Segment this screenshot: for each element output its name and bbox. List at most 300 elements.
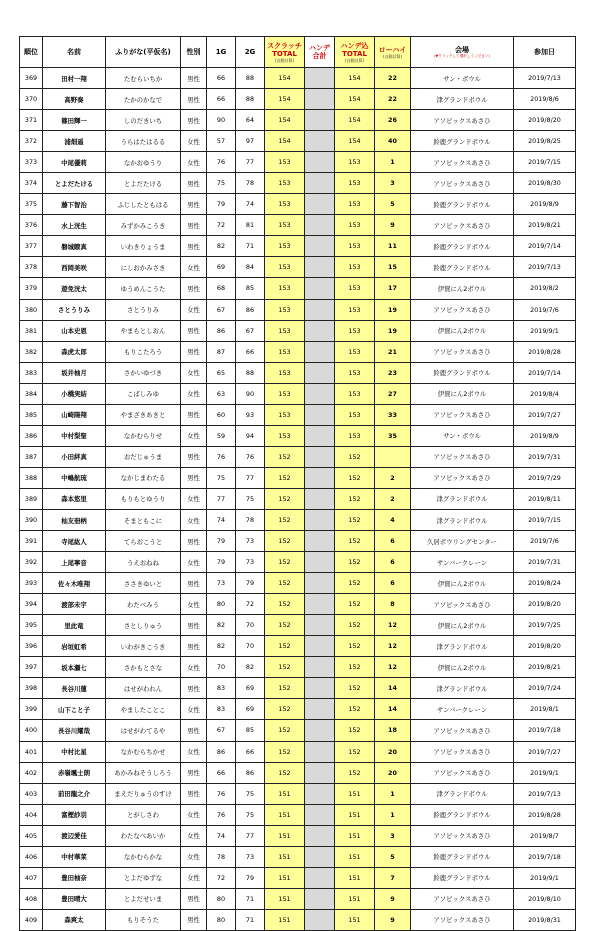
date-cell[interactable]: 2019/7/18 [514,720,576,741]
game2-score: 70 [236,615,265,636]
rank-cell: 383 [20,362,43,383]
kana-cell: あかみねそうしろう [106,762,181,783]
handicap-cell[interactable] [305,425,335,446]
game2-score: 79 [236,867,265,888]
date-cell[interactable]: 2019/8/20 [514,110,576,131]
rank-cell: 372 [20,131,43,152]
handicap-cell[interactable] [305,531,335,552]
handicap-cell[interactable] [305,888,335,909]
table-row [20,383,576,404]
handicap-cell[interactable] [305,488,335,509]
rank-cell: 392 [20,552,43,573]
venue-select[interactable]: 伊賀にん2ボウル [411,383,514,404]
lowhigh-cell: 5 [375,846,411,867]
rank-cell: 385 [20,404,43,425]
game2-score: 78 [236,173,265,194]
handicap-cell[interactable] [305,846,335,867]
gender-cell: 男性 [181,446,207,467]
handicap-cell[interactable] [305,867,335,888]
handicap-cell[interactable] [305,320,335,341]
date-cell[interactable]: 2019/9/1 [514,762,576,783]
table-row [20,783,576,804]
handicap-cell[interactable] [305,173,335,194]
date-cell[interactable]: 2019/8/24 [514,573,576,594]
kana-cell: そまともこに [106,509,181,530]
game1-score: 72 [207,215,236,236]
gender-cell: 女性 [181,488,207,509]
name-cell: 前田龍之介 [43,783,106,804]
handicap-cell[interactable] [305,573,335,594]
venue-select[interactable]: アソビックスあさひ [411,888,514,909]
table-row [20,573,576,594]
table-row [20,762,576,783]
handicap-line2: 合計 [312,52,327,60]
handicap-cell[interactable] [305,257,335,278]
scratch-total: 153 [265,404,305,425]
handi-total: 153 [335,278,375,299]
game1-score: 76 [207,446,236,467]
handicap-cell[interactable] [305,594,335,615]
scratch-total: 151 [265,783,305,804]
table-row [20,320,576,341]
handicap-cell[interactable] [305,194,335,215]
game2-score: 77 [236,152,265,173]
venue-select[interactable]: アソビックスあさひ [411,215,514,236]
handicap-cell[interactable] [305,404,335,425]
lowhigh-cell: 20 [375,741,411,762]
venue-select[interactable]: アソビックスあさひ [411,173,514,194]
scratch-total: 151 [265,909,305,930]
game1-score: 80 [207,594,236,615]
venue-select[interactable]: アソビックスあさひ [411,341,514,362]
date-cell[interactable]: 2019/9/1 [514,867,576,888]
lowhigh-cell: 1 [375,804,411,825]
rank-cell: 369 [20,68,43,89]
kana-cell: たかのかなで [106,89,181,110]
venue-select[interactable]: 鈴鹿グランドボウル [411,194,514,215]
date-cell[interactable]: 2019/8/1 [514,699,576,720]
gender-cell: 女性 [181,257,207,278]
kana-cell: はせがわれん [106,678,181,699]
rank-cell: 401 [20,741,43,762]
venue-select[interactable]: アソビックスあさひ [411,741,514,762]
name-cell: 中村比星 [43,741,106,762]
lowhigh-cell: 19 [375,320,411,341]
date-cell[interactable]: 2019/7/31 [514,446,576,467]
venue-select[interactable]: 伊賀にん2ボウル [411,573,514,594]
date-cell[interactable]: 2019/7/14 [514,362,576,383]
date-cell[interactable]: 2019/7/15 [514,152,576,173]
handicap-line1: ハンデ [309,44,330,52]
handicap-cell[interactable] [305,467,335,488]
venue-select[interactable]: アソビックスあさひ [411,404,514,425]
game2-score: 78 [236,509,265,530]
date-cell[interactable]: 2019/7/25 [514,615,576,636]
handicap-cell[interactable] [305,552,335,573]
handicap-cell[interactable] [305,341,335,362]
handicap-cell[interactable] [305,131,335,152]
game1-score: 82 [207,236,236,257]
gender-cell: 男性 [181,341,207,362]
handicap-cell[interactable] [305,657,335,678]
game2-score: 88 [236,89,265,110]
date-cell[interactable]: 2019/8/31 [514,909,576,930]
table-row [20,741,576,762]
venue-select[interactable]: 津グランドボウル [411,488,514,509]
game2-score: 69 [236,699,265,720]
gender-cell: 男性 [181,615,207,636]
handicap-cell[interactable] [305,299,335,320]
rank-cell: 396 [20,636,43,657]
handi-total: 154 [335,131,375,152]
scratch-total: 152 [265,762,305,783]
game1-score: 78 [207,846,236,867]
date-cell[interactable]: 2019/8/21 [514,215,576,236]
handicap-cell[interactable] [305,699,335,720]
gender-cell: 男性 [181,636,207,657]
rank-cell: 386 [20,425,43,446]
gender-cell: 女性 [181,594,207,615]
gender-cell: 男性 [181,278,207,299]
kana-cell: やまもとしおん [106,320,181,341]
scratch-sub: (自動計算) [274,57,295,63]
scratch-title: スクラッチ [267,41,302,50]
venue-select[interactable]: サンバークレーン [411,699,514,720]
lowhigh-cell: 40 [375,131,411,152]
handi-total: 152 [335,699,375,720]
game2-score: 64 [236,110,265,131]
kana-cell: なかおゆうり [106,152,181,173]
name-cell: 森本悠里 [43,488,106,509]
venue-select[interactable]: アソビックスあさひ [411,299,514,320]
game2-score: 72 [236,594,265,615]
table-row [20,488,576,509]
venue-select[interactable]: アソビックスあさひ [411,152,514,173]
lowhigh-cell: 21 [375,341,411,362]
venue-select[interactable]: アソビックスあさひ [411,720,514,741]
venue-select[interactable]: 鈴鹿グランドボウル [411,131,514,152]
handi-total: 153 [335,236,375,257]
venue-select[interactable]: サン・ボウル [411,425,514,446]
venue-select[interactable]: アソビックスあさひ [411,762,514,783]
date-cell[interactable]: 2019/7/27 [514,404,576,425]
name-cell: 寺尾紘人 [43,531,106,552]
game1-score: 79 [207,194,236,215]
date-cell[interactable]: 2019/7/13 [514,783,576,804]
game2-score: 86 [236,762,265,783]
date-cell[interactable]: 2019/7/15 [514,509,576,530]
date-cell[interactable]: 2019/7/13 [514,68,576,89]
scratch-total: 154 [265,131,305,152]
date-cell[interactable]: 2019/7/13 [514,257,576,278]
date-cell[interactable]: 2019/7/29 [514,467,576,488]
scratch-total: 152 [265,446,305,467]
scratch-total: 152 [265,741,305,762]
handicap-cell[interactable] [305,278,335,299]
gender-cell: 男性 [181,404,207,425]
venue-select[interactable]: 伊賀にん2ボウル [411,278,514,299]
venue-select[interactable]: アソビックスあさひ [411,467,514,488]
lowhigh-sub: (自動計算) [382,53,403,59]
handi-total: 154 [335,110,375,131]
scratch-total: 151 [265,825,305,846]
lowhigh-cell: 11 [375,236,411,257]
handicap-cell[interactable] [305,236,335,257]
kana-cell: なかむらちかせ [106,741,181,762]
rank-cell: 399 [20,699,43,720]
date-cell[interactable]: 2019/8/11 [514,488,576,509]
game1-score: 86 [207,741,236,762]
gender-cell: 女性 [181,804,207,825]
name-cell: 坂井柚月 [43,362,106,383]
handicap-cell[interactable] [305,678,335,699]
game2-score: 66 [236,741,265,762]
lowhigh-cell: 14 [375,699,411,720]
handi-total: 153 [335,173,375,194]
gender-cell: 女性 [181,846,207,867]
game2-score: 85 [236,720,265,741]
handicap-cell[interactable] [305,720,335,741]
kana-cell: まえだりゅうのすけ [106,783,181,804]
handi-total: 152 [335,446,375,467]
rank-cell: 405 [20,825,43,846]
handicap-cell[interactable] [305,636,335,657]
handicap-cell[interactable] [305,909,335,930]
lowhigh-cell: 12 [375,636,411,657]
venue-select[interactable]: 鈴鹿グランドボウル [411,846,514,867]
date-cell[interactable]: 2019/7/24 [514,678,576,699]
name-cell: 田村一翔 [43,68,106,89]
venue-select[interactable]: 鈴鹿グランドボウル [411,236,514,257]
rank-header: 順位 [20,37,43,68]
name-cell: 富樫紗羽 [43,804,106,825]
date-cell[interactable]: 2019/7/27 [514,741,576,762]
date-cell[interactable]: 2019/8/25 [514,131,576,152]
name-cell: 森爽太 [43,909,106,930]
scratch-total: 152 [265,720,305,741]
gender-cell: 男性 [181,888,207,909]
handicap-cell[interactable] [305,446,335,467]
handicap-cell[interactable] [305,89,335,110]
game2-score: 93 [236,404,265,425]
game2-score: 82 [236,657,265,678]
date-cell[interactable]: 2019/7/31 [514,552,576,573]
date-cell[interactable]: 2019/8/9 [514,194,576,215]
handicap-cell[interactable] [305,825,335,846]
handicap-cell[interactable] [305,783,335,804]
handicap-cell[interactable] [305,68,335,89]
scratch-total: 152 [265,488,305,509]
gender-cell: 男性 [181,467,207,488]
name-cell: 高野奏 [43,89,106,110]
name-cell: さとうりみ [43,299,106,320]
date-cell[interactable]: 2019/8/20 [514,636,576,657]
scratch-total: 152 [265,699,305,720]
venue-select[interactable]: 津グランドボウル [411,783,514,804]
handi-total: 153 [335,257,375,278]
table-row [20,699,576,720]
handicap-cell[interactable] [305,509,335,530]
gender-cell: 男性 [181,531,207,552]
date-cell[interactable]: 2019/8/20 [514,594,576,615]
table-row [20,215,576,236]
gender-cell: 女性 [181,741,207,762]
date-cell[interactable]: 2019/7/6 [514,531,576,552]
table-header [20,37,576,68]
rank-cell: 382 [20,341,43,362]
lowhigh-cell: 23 [375,362,411,383]
date-cell[interactable]: 2019/8/2 [514,278,576,299]
handicap-cell[interactable] [305,741,335,762]
lowhigh-cell: 26 [375,110,411,131]
name-cell: 渡部未宇 [43,594,106,615]
venue-select[interactable]: 津グランドボウル [411,678,514,699]
date-cell[interactable]: 2019/8/21 [514,657,576,678]
handicap-cell[interactable] [305,362,335,383]
venue-select[interactable]: アソビックスあさひ [411,909,514,930]
gender-cell: 女性 [181,657,207,678]
handi-total: 152 [335,552,375,573]
date-cell[interactable]: 2019/7/18 [514,846,576,867]
venue-select[interactable]: 伊賀にん2ボウル [411,615,514,636]
venue-select[interactable]: 鈴鹿グランドボウル [411,257,514,278]
gender-cell: 女性 [181,867,207,888]
handicap-cell[interactable] [305,615,335,636]
scratch-total: 152 [265,615,305,636]
rank-cell: 378 [20,257,43,278]
venue-select[interactable]: 鈴鹿グランドボウル [411,362,514,383]
name-cell: 山下こと子 [43,699,106,720]
game2-score: 73 [236,846,265,867]
game1-score: 72 [207,867,236,888]
game2-header: 2G [236,37,265,68]
name-cell: 佐々木唯翔 [43,573,106,594]
date-cell[interactable]: 2019/7/6 [514,299,576,320]
gender-cell: 女性 [181,699,207,720]
venue-select[interactable]: サンバークレーン [411,552,514,573]
lowhigh-cell: 7 [375,867,411,888]
game1-score: 79 [207,531,236,552]
scratch-total: 153 [265,278,305,299]
handi-total: 151 [335,888,375,909]
game1-score: 67 [207,720,236,741]
date-cell[interactable]: 2019/8/6 [514,89,576,110]
game2-score: 66 [236,341,265,362]
kana-header: ふりがな(平仮名) [106,37,181,68]
date-cell[interactable]: 2019/8/30 [514,173,576,194]
kana-cell: なかむらかな [106,846,181,867]
gender-cell: 男性 [181,720,207,741]
date-cell[interactable]: 2019/8/4 [514,383,576,404]
venue-select[interactable]: アソビックスあさひ [411,110,514,131]
handi-total-label: TOTAL [342,49,367,58]
handicap-cell[interactable] [305,804,335,825]
lowhigh-cell: 18 [375,720,411,741]
game1-score: 83 [207,699,236,720]
rank-cell: 387 [20,446,43,467]
lowhigh-cell: 6 [375,552,411,573]
handicap-cell[interactable] [305,762,335,783]
rank-cell: 375 [20,194,43,215]
scratch-total: 153 [265,236,305,257]
date-cell[interactable]: 2019/8/9 [514,425,576,446]
date-cell[interactable]: 2019/7/14 [514,236,576,257]
handi-total: 153 [335,425,375,446]
lowhigh-cell: 6 [375,573,411,594]
venue-select[interactable]: 久居ボウリングセンター [411,531,514,552]
name-cell: 岩垣虹希 [43,636,106,657]
gender-cell: 男性 [181,678,207,699]
scratch-total: 153 [265,341,305,362]
table-row [20,678,576,699]
lowhigh-title: ローハイ [378,45,407,54]
venue-select[interactable]: 津グランドボウル [411,89,514,110]
venue-select[interactable]: アソビックスあさひ [411,825,514,846]
table-row [20,236,576,257]
table-row [20,278,576,299]
handi-total: 153 [335,341,375,362]
handicap-cell[interactable] [305,110,335,131]
scratch-total: 153 [265,173,305,194]
date-cell[interactable]: 2019/8/7 [514,825,576,846]
venue-select[interactable]: 伊賀にん2ボウル [411,320,514,341]
date-cell[interactable]: 2019/8/10 [514,888,576,909]
handicap-cell[interactable] [305,215,335,236]
game1-score: 70 [207,657,236,678]
scratch-total: 151 [265,888,305,909]
venue-select[interactable]: 津グランドボウル [411,509,514,530]
venue-select[interactable]: アソビックスあさひ [411,446,514,467]
handicap-cell[interactable] [305,383,335,404]
name-cell: 磐城瞭真 [43,236,106,257]
table-row [20,89,576,110]
game1-score: 66 [207,89,236,110]
kana-cell: てらおこうと [106,531,181,552]
handi-total: 151 [335,846,375,867]
game2-score: 75 [236,804,265,825]
date-cell[interactable]: 2019/8/28 [514,341,576,362]
venue-select[interactable]: アソビックスあさひ [411,594,514,615]
game1-score: 76 [207,783,236,804]
name-cell: 中尾優莉 [43,152,106,173]
venue-select[interactable]: サン・ボウル [411,68,514,89]
scratch-total: 153 [265,383,305,404]
game1-score: 83 [207,678,236,699]
handi-total: 151 [335,867,375,888]
rank-cell: 407 [20,867,43,888]
date-header: 参加日 [514,37,576,68]
gender-cell: 男性 [181,909,207,930]
rank-cell: 379 [20,278,43,299]
rank-cell: 395 [20,615,43,636]
game1-score: 57 [207,131,236,152]
kana-cell: もりこたろう [106,341,181,362]
name-cell: 長谷川蓮 [43,678,106,699]
date-cell[interactable]: 2019/8/28 [514,804,576,825]
venue-select[interactable]: 鈴鹿グランドボウル [411,867,514,888]
scratch-total: 152 [265,531,305,552]
date-cell[interactable]: 2019/9/1 [514,320,576,341]
name-cell: 浦畑遥 [43,131,106,152]
venue-select[interactable]: 鈴鹿グランドボウル [411,804,514,825]
scratch-total-header [265,37,305,68]
name-cell: 山崎陽翔 [43,404,106,425]
gender-cell: 女性 [181,425,207,446]
handicap-cell[interactable] [305,152,335,173]
venue-select[interactable]: 津グランドボウル [411,636,514,657]
venue-select[interactable]: 伊賀にん2ボウル [411,657,514,678]
gender-cell: 男性 [181,89,207,110]
